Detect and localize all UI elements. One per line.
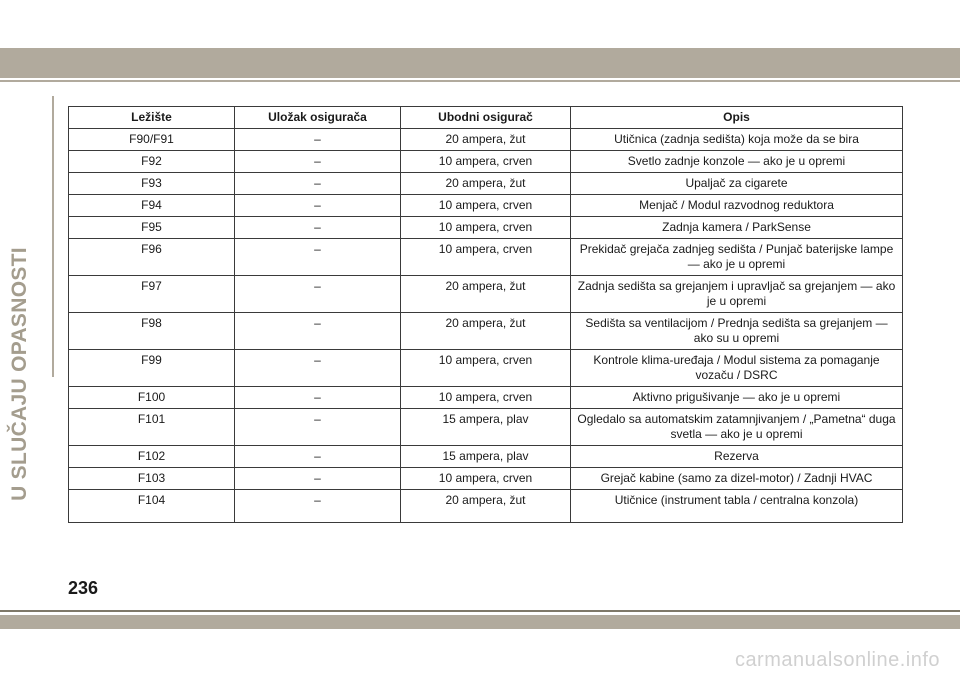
table-row xyxy=(69,151,903,173)
cell-blade: 10 ampera, crven xyxy=(401,387,571,409)
cell-cartridge: – xyxy=(235,468,401,490)
table-row xyxy=(69,387,903,409)
cell-location: F101 xyxy=(69,409,235,446)
cell-description: Aktivno prigušivanje — ako je u opremi xyxy=(571,387,903,409)
cell-blade: 15 ampera, plav xyxy=(401,446,571,468)
cell-cartridge: – xyxy=(235,173,401,195)
cell-description: Kontrole klima-uređaja / Modul sistema za pomaganje vozaču / DSRC xyxy=(571,350,903,387)
cell-description: Upaljač za cigarete xyxy=(571,173,903,195)
table-row xyxy=(69,217,903,239)
cell-cartridge: – xyxy=(235,239,401,276)
top-divider-line xyxy=(0,80,960,82)
cell-blade: 10 ampera, crven xyxy=(401,217,571,239)
header-cartridge-fuse: Uložak osigurača xyxy=(235,107,401,129)
cell-description: Grejač kabine (samo za dizel-motor) / Zadnji HVAC xyxy=(571,468,903,490)
fuse-table xyxy=(68,106,903,523)
cell-location: F94 xyxy=(69,195,235,217)
top-decorative-band xyxy=(0,48,960,78)
cell-location: F103 xyxy=(69,468,235,490)
side-section-title-text: U SLUČAJU OPASNOSTI xyxy=(8,247,31,501)
cell-cartridge: – xyxy=(235,387,401,409)
cell-blade: 20 ampera, žut xyxy=(401,490,571,523)
header-description: Opis xyxy=(571,107,903,129)
watermark: carmanualsonline.info xyxy=(734,649,940,671)
table-row xyxy=(69,490,903,523)
cell-location: F92 xyxy=(69,151,235,173)
cell-cartridge: – xyxy=(235,217,401,239)
page-number: 236 xyxy=(68,578,99,598)
cell-blade: 20 ampera, žut xyxy=(401,313,571,350)
bottom-divider-line xyxy=(0,610,960,612)
cell-location: F99 xyxy=(69,350,235,387)
cell-cartridge: – xyxy=(235,446,401,468)
table-row xyxy=(69,239,903,276)
cell-location: F100 xyxy=(69,387,235,409)
cell-description: Rezerva xyxy=(571,446,903,468)
cell-description: Zadnja sedišta sa grejanjem i upravljač sa grejanjem — ako je u opremi xyxy=(571,276,903,313)
cell-blade: 10 ampera, crven xyxy=(401,350,571,387)
cell-description: Menjač / Modul razvodnog reduktora xyxy=(571,195,903,217)
cell-blade: 10 ampera, crven xyxy=(401,468,571,490)
cell-blade: 10 ampera, crven xyxy=(401,239,571,276)
cell-description: Ogledalo sa automatskim zatamnjivanjem / „Pametna“ duga svetla — ako je u opremi xyxy=(571,409,903,446)
table-header-row xyxy=(69,107,903,129)
table-row xyxy=(69,446,903,468)
cell-cartridge: – xyxy=(235,313,401,350)
cell-description: Zadnja kamera / ParkSense xyxy=(571,217,903,239)
cell-location: F95 xyxy=(69,217,235,239)
table-row xyxy=(69,409,903,446)
cell-blade: 15 ampera, plav xyxy=(401,409,571,446)
cell-blade: 20 ampera, žut xyxy=(401,276,571,313)
table-row xyxy=(69,276,903,313)
bottom-decorative-band xyxy=(0,615,960,629)
cell-cartridge: – xyxy=(235,490,401,523)
cell-description: Prekidač grejača zadnjeg sedišta / Punjač baterijske lampe — ako je u opremi xyxy=(571,239,903,276)
cell-location: F102 xyxy=(69,446,235,468)
header-blade-fuse: Ubodni osigurač xyxy=(401,107,571,129)
cell-description: Utičnica (zadnja sedišta) koja može da se bira xyxy=(571,129,903,151)
table-row xyxy=(69,195,903,217)
cell-description: Svetlo zadnje konzole — ako je u opremi xyxy=(571,151,903,173)
side-title-underline xyxy=(52,96,54,377)
cell-location: F96 xyxy=(69,239,235,276)
cell-description: Utičnice (instrument tabla / centralna konzola) xyxy=(571,490,903,523)
cell-description: Sedišta sa ventilacijom / Prednja sedišta sa grejanjem — ako su u opremi xyxy=(571,313,903,350)
cell-cartridge: – xyxy=(235,129,401,151)
cell-location: F97 xyxy=(69,276,235,313)
cell-blade: 10 ampera, crven xyxy=(401,195,571,217)
cell-cartridge: – xyxy=(235,350,401,387)
cell-cartridge: – xyxy=(235,195,401,217)
cell-cartridge: – xyxy=(235,276,401,313)
cell-cartridge: – xyxy=(235,151,401,173)
cell-blade: 20 ampera, žut xyxy=(401,129,571,151)
cell-location: F93 xyxy=(69,173,235,195)
cell-blade: 20 ampera, žut xyxy=(401,173,571,195)
table-row xyxy=(69,350,903,387)
table-row xyxy=(69,173,903,195)
cell-cartridge: – xyxy=(235,409,401,446)
table-row xyxy=(69,468,903,490)
table-row xyxy=(69,129,903,151)
table-row xyxy=(69,313,903,350)
cell-location: F90/F91 xyxy=(69,129,235,151)
header-location: Ležište xyxy=(69,107,235,129)
cell-location: F98 xyxy=(69,313,235,350)
cell-blade: 10 ampera, crven xyxy=(401,151,571,173)
cell-location: F104 xyxy=(69,490,235,523)
